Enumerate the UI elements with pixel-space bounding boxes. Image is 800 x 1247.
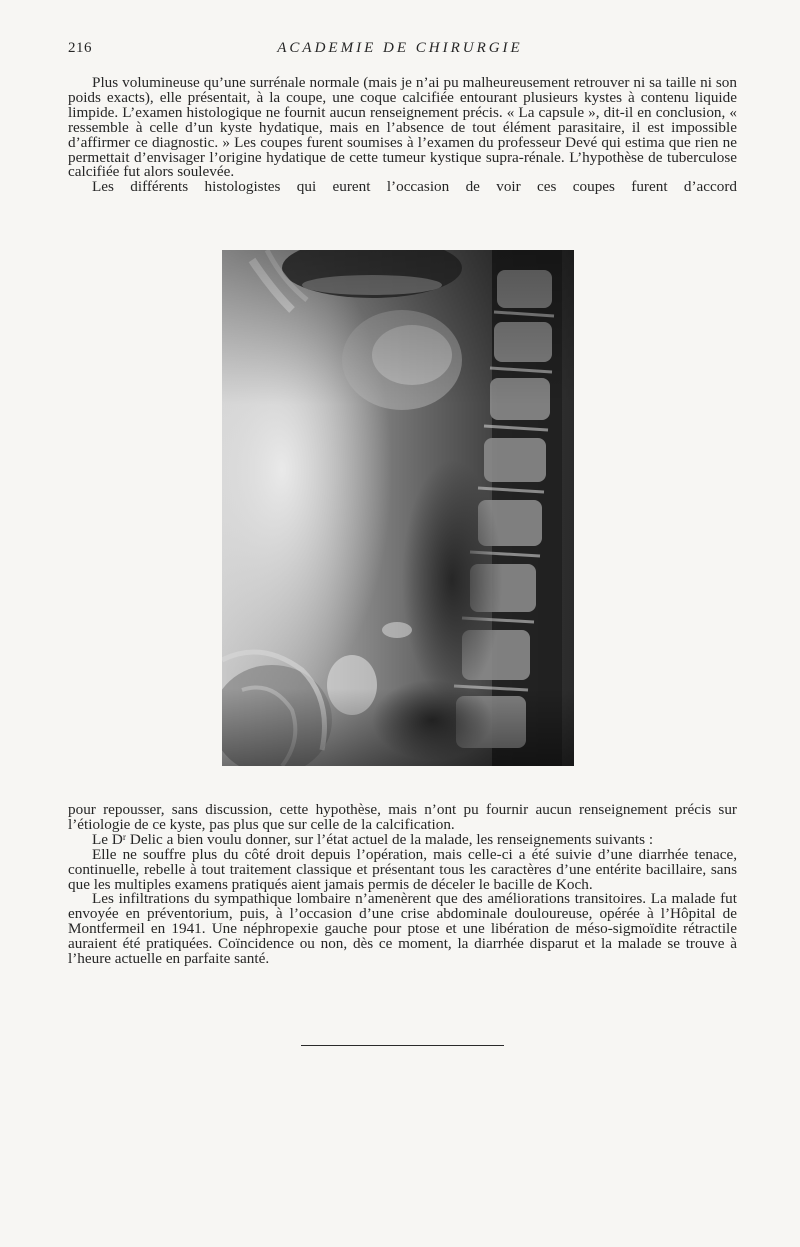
- radiograph-figure: [222, 250, 574, 766]
- paragraph: Elle ne souffre plus du côté droit depuis l’opération, mais celle-ci a été suivie d’une diarrhée tenace, continuelle, rebelle à tout traitement classique et présentant tous les caractères d’une entérite bacillaire, sans que les multiples examens pratiqués aient jamais permis de déceler le bacille de Koch.: [68, 845, 737, 893]
- running-head: ACADEMIE DE CHIRURGIE: [277, 40, 523, 56]
- radiograph-image: [222, 250, 574, 766]
- page-number: 216: [68, 40, 92, 56]
- paragraph: Plus volumineuse qu’une surrénale normale (mais je n’ai pu malheureusement retrouver ni sa taille ni son poids exacts), elle présentait, à la coupe, une coque calcifiée entourant plusieurs kystes à contenu liquide limpide. L’examen histologique ne fournit aucun renseignement précis. « La capsule », dit-il en conclusion, « ressemble à celle d’un kyste hydatique, mais en l’absence de tout élément parasitaire, il est impossible d’affirmer ce diagnostic. » Les coupes furent soumises à l’examen du professeur Devé qui estima que rien ne permettait d’envisager l’origine hydatique de cette tumeur kystique supra-rénale. L’hypothèse de tuberculose calcifiée fut alors soulevée.: [68, 74, 737, 181]
- end-rule: [301, 1045, 504, 1046]
- paragraph: Les différents histologistes qui eurent l’occasion de voir ces coupes furent d’accord: [92, 178, 737, 196]
- body-text-bottom: [68, 803, 737, 967]
- body-text-top: [68, 76, 737, 195]
- paragraph: Les infiltrations du sympathique lombaire n’amenèrent que des améliorations transitoires. La malade fut envoyée en préventorium, puis, à l’occasion d’une crise abdominale douloureuse, opérée à l’Hôpital de Montfermeil en 1941. Une néphropexie gauche pour ptose et une libération de méso-sigmoïdite rétractile auraient été pratiquées. Coïncidence ou non, dès ce moment, la diarrhée disparut et la malade se trouve à l’heure actuelle en parfaite santé.: [68, 890, 737, 968]
- paragraph: pour repousser, sans discussion, cette hypothèse, mais n’ont pu fournir aucun renseignement précis sur l’étiologie de ce kyste, pas plus que sur celle de la calcification.: [68, 801, 737, 833]
- paragraph: Le Dʳ Delic a bien voulu donner, sur l’état actuel de la malade, les renseignements suivants :: [92, 830, 654, 848]
